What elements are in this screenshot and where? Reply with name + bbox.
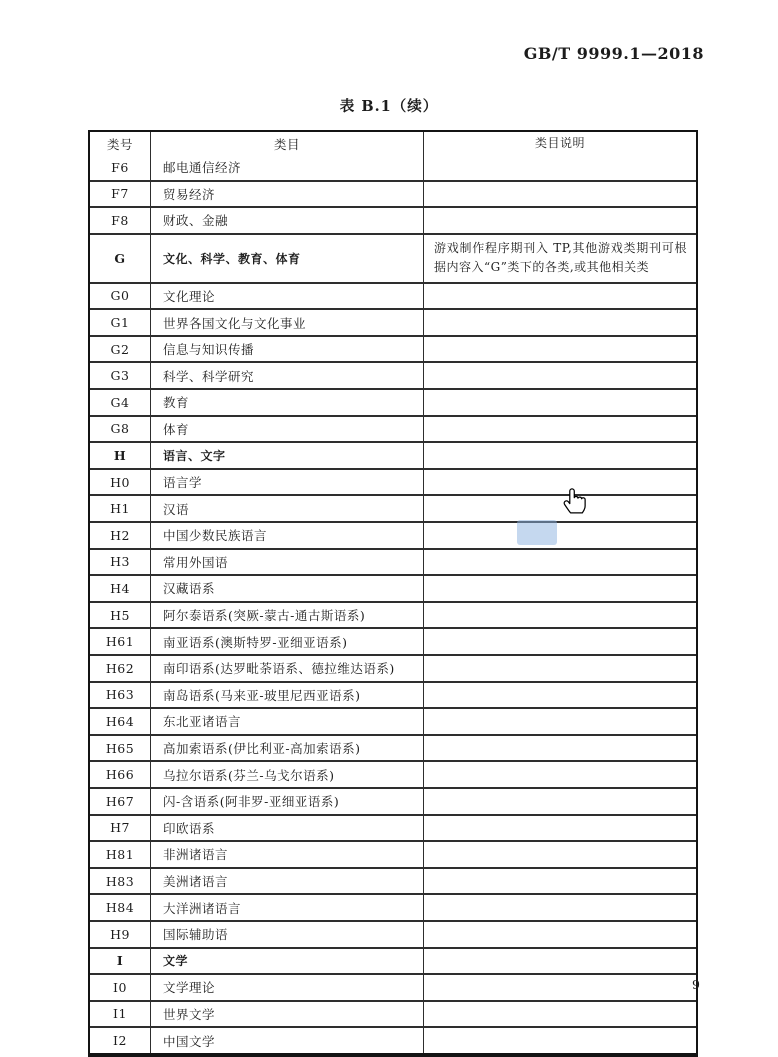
cell-description xyxy=(423,363,696,388)
cell-category: 世界各国文化与文化事业 xyxy=(150,310,423,335)
cell-code: I xyxy=(116,953,124,969)
cell-category: 非洲诸语言 xyxy=(150,842,423,867)
cell-description: 游戏制作程序期刊入 TP,其他游戏类期刊可根据内容入“G”类下的各类,或其他相关类 xyxy=(423,235,696,282)
cell-description xyxy=(423,629,696,654)
table-row xyxy=(90,308,696,335)
cell-description xyxy=(423,155,696,180)
cell-code: H65 xyxy=(105,740,135,756)
cell-code: G1 xyxy=(110,315,130,331)
table-row xyxy=(90,814,696,841)
cell-code: H66 xyxy=(105,767,135,783)
table-row xyxy=(90,468,696,495)
cell-category: 贸易经济 xyxy=(150,182,423,207)
table-row xyxy=(90,920,696,947)
table-row xyxy=(90,206,696,233)
cell-category: 语言、文字 xyxy=(150,443,423,468)
watermark xyxy=(517,520,557,545)
cell-description xyxy=(423,656,696,681)
cell-code: H63 xyxy=(105,687,135,703)
cell-description xyxy=(423,390,696,415)
cell-category: 国际辅助语 xyxy=(150,922,423,947)
cell-category: 信息与知识传播 xyxy=(150,337,423,362)
cell-code: H3 xyxy=(110,554,130,570)
cell-code: G2 xyxy=(110,341,130,357)
cell-description xyxy=(423,869,696,894)
cell-description xyxy=(423,208,696,233)
cell-description xyxy=(423,182,696,207)
cell-description xyxy=(423,975,696,1000)
cell-description xyxy=(423,310,696,335)
table-row xyxy=(90,233,696,282)
cell-category: 美洲诸语言 xyxy=(150,869,423,894)
cell-code: F8 xyxy=(111,212,129,228)
cell-code: H62 xyxy=(105,660,135,676)
cell-code: G xyxy=(114,250,126,266)
cell-code: I0 xyxy=(113,979,127,995)
column-header: 类目说明 xyxy=(423,132,696,155)
cell-code: H1 xyxy=(110,501,130,517)
cell-code: H64 xyxy=(105,713,135,729)
cell-category: 高加索语系(伊比利亚-高加索语系) xyxy=(150,736,423,761)
cell-code: G3 xyxy=(110,368,130,384)
cell-description xyxy=(423,709,696,734)
table-row xyxy=(90,734,696,761)
cell-description xyxy=(423,1002,696,1027)
cell-code: G4 xyxy=(110,394,130,410)
cell-description xyxy=(423,337,696,362)
table-title: 表 B.1（续） xyxy=(339,98,439,115)
cell-description xyxy=(423,576,696,601)
cell-description xyxy=(423,762,696,787)
cell-category: 文化理论 xyxy=(150,284,423,309)
cell-code: G8 xyxy=(110,421,130,437)
cell-description xyxy=(423,922,696,947)
column-header: 类目 xyxy=(150,132,423,155)
cell-category: 汉藏语系 xyxy=(150,576,423,601)
hand-cursor-icon xyxy=(562,486,589,518)
column-header: 类号 xyxy=(106,136,133,152)
cell-category: 印欧语系 xyxy=(150,816,423,841)
page-number: 9 xyxy=(692,977,700,992)
cell-code: I1 xyxy=(113,1006,127,1022)
table-row xyxy=(90,335,696,362)
table-row xyxy=(90,601,696,628)
table-row xyxy=(90,494,696,521)
cell-code: H0 xyxy=(110,474,130,490)
table-row xyxy=(90,361,696,388)
table-row xyxy=(90,654,696,681)
cell-description xyxy=(423,284,696,309)
cell-category: 邮电通信经济 xyxy=(150,155,423,180)
cell-description xyxy=(423,523,696,548)
cell-description xyxy=(423,470,696,495)
table-row xyxy=(90,441,696,468)
cell-code: H7 xyxy=(110,820,130,836)
table-row xyxy=(90,548,696,575)
cell-category: 语言学 xyxy=(150,470,423,495)
cell-category: 南印语系(达罗毗荼语系、德拉维达语系) xyxy=(150,656,423,681)
table-row xyxy=(90,973,696,1000)
cell-code: H84 xyxy=(105,900,135,916)
table-row xyxy=(90,1000,696,1027)
cell-category: 科学、科学研究 xyxy=(150,363,423,388)
cell-code: H4 xyxy=(110,580,130,596)
table-row xyxy=(90,707,696,734)
cell-code: F6 xyxy=(111,159,129,175)
cell-category: 教育 xyxy=(150,390,423,415)
cell-code: H81 xyxy=(105,846,135,862)
cell-category: 南岛语系(马来亚-玻里尼西亚语系) xyxy=(150,683,423,708)
cell-category: 文学 xyxy=(150,949,423,974)
cell-description xyxy=(423,550,696,575)
cell-category: 常用外国语 xyxy=(150,550,423,575)
cell-code: H67 xyxy=(105,793,135,809)
cell-description xyxy=(423,789,696,814)
cell-description xyxy=(423,895,696,920)
classification-table xyxy=(88,130,698,1057)
table-row xyxy=(90,867,696,894)
table-row xyxy=(90,282,696,309)
cell-code: I2 xyxy=(113,1033,127,1049)
table-header-row xyxy=(90,132,696,155)
cell-category: 闪-含语系(阿非罗-亚细亚语系) xyxy=(150,789,423,814)
table-body xyxy=(90,155,696,1053)
cell-description xyxy=(423,603,696,628)
table-row xyxy=(90,787,696,814)
cell-description xyxy=(423,443,696,468)
cell-description xyxy=(423,949,696,974)
table-row xyxy=(90,574,696,601)
cell-category: 汉语 xyxy=(150,496,423,521)
table-row xyxy=(90,760,696,787)
table-row xyxy=(90,840,696,867)
cell-description xyxy=(423,816,696,841)
table-row xyxy=(90,1026,696,1053)
table-row xyxy=(90,388,696,415)
cell-code: H9 xyxy=(110,926,130,942)
cell-category: 体育 xyxy=(150,417,423,442)
cell-category: 南亚语系(澳斯特罗-亚细亚语系) xyxy=(150,629,423,654)
cell-category: 东北亚诸语言 xyxy=(150,709,423,734)
cell-category: 中国文学 xyxy=(150,1028,423,1053)
table-row xyxy=(90,180,696,207)
cell-code: H5 xyxy=(110,607,130,623)
cell-description xyxy=(423,1028,696,1053)
table-row xyxy=(90,947,696,974)
table-row xyxy=(90,415,696,442)
cell-description xyxy=(423,496,696,521)
table-row xyxy=(90,681,696,708)
table-row xyxy=(90,627,696,654)
cell-category: 阿尔泰语系(突厥-蒙古-通古斯语系) xyxy=(150,603,423,628)
cell-category: 文学理论 xyxy=(150,975,423,1000)
cell-description xyxy=(423,417,696,442)
cell-category: 大洋洲诸语言 xyxy=(150,895,423,920)
table-row xyxy=(90,893,696,920)
table-row xyxy=(90,521,696,548)
cell-category: 财政、金融 xyxy=(150,208,423,233)
cell-category: 世界文学 xyxy=(150,1002,423,1027)
cell-description xyxy=(423,842,696,867)
standard-number: GB/T 9999.1—2018 xyxy=(523,44,704,63)
cell-code: H2 xyxy=(110,527,130,543)
cell-category: 乌拉尔语系(芬兰-乌戈尔语系) xyxy=(150,762,423,787)
cell-description xyxy=(423,683,696,708)
cell-code: H xyxy=(113,448,127,464)
cell-code: F7 xyxy=(111,186,129,202)
cell-category: 文化、科学、教育、体育 xyxy=(150,235,423,282)
table-row xyxy=(90,155,696,180)
cell-code: H83 xyxy=(105,873,135,889)
cell-code: G0 xyxy=(110,288,130,304)
cell-description xyxy=(423,736,696,761)
cell-code: H61 xyxy=(105,634,135,650)
cell-category: 中国少数民族语言 xyxy=(150,523,423,548)
